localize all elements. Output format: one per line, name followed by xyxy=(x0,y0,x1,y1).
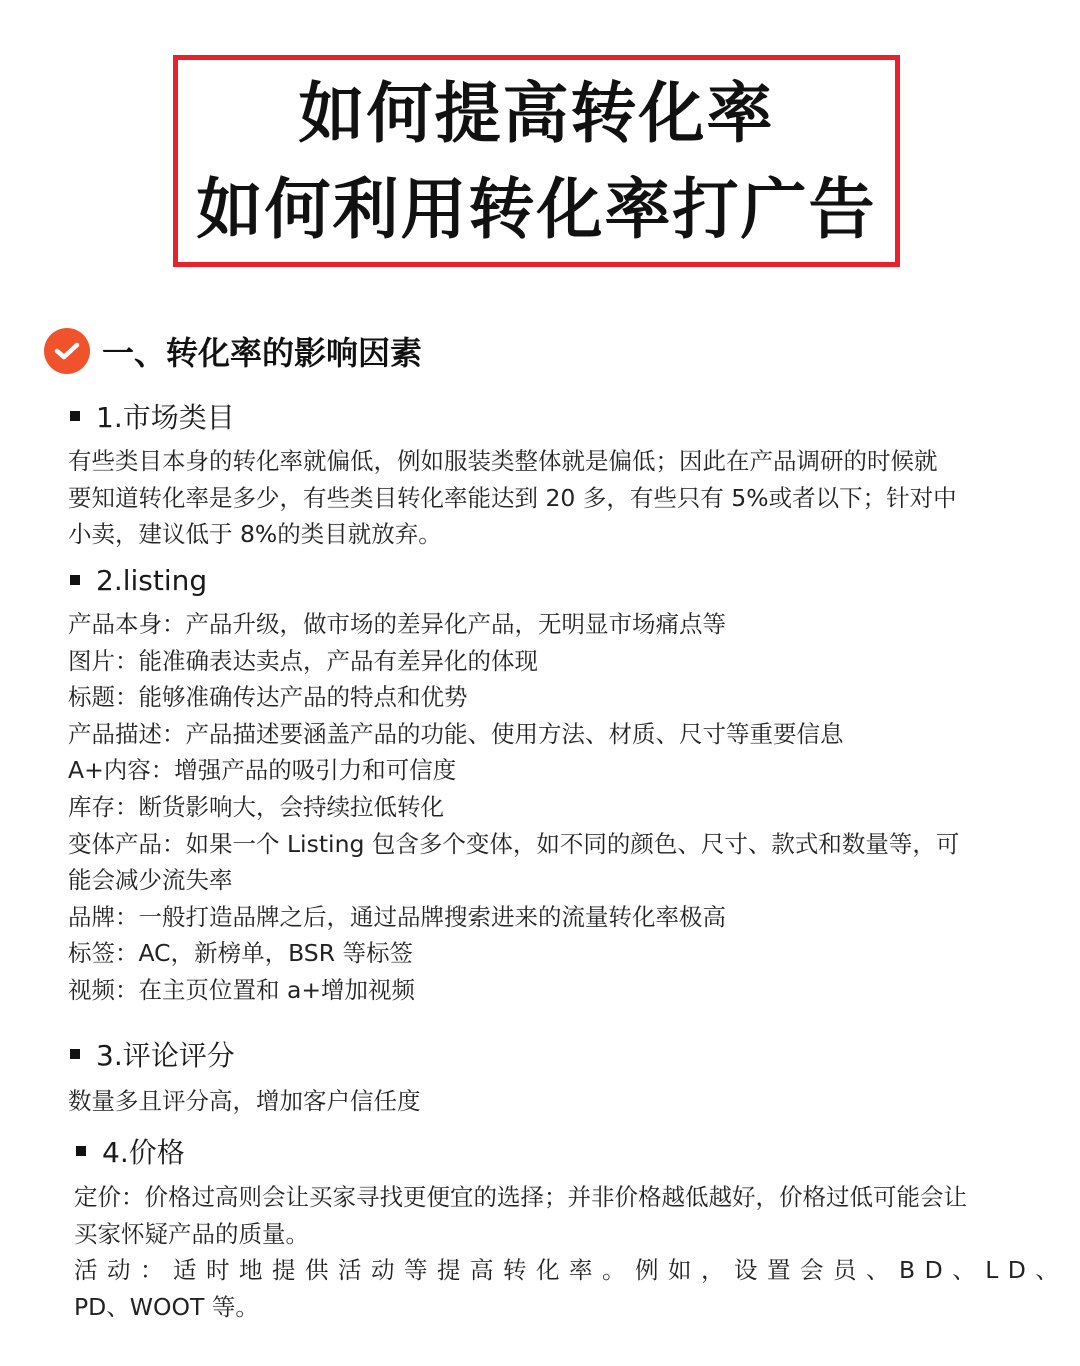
text-line: 要知道转化率是多少，有些类目转化率能达到 20 多，有些只有 5%或者以下；针对中 xyxy=(68,483,957,512)
text-line: 视频：在主页位置和 a+增加视频 xyxy=(68,975,416,1004)
text-line: 标题：能够准确传达产品的特点和优势 xyxy=(68,683,468,712)
text-line: 有些类目本身的转化率就偏低，例如服装类整体就是偏低；因此在产品调研的时候就 xyxy=(68,447,938,475)
paragraph-reviews xyxy=(68,1083,421,1120)
paragraph-listing xyxy=(68,606,959,1009)
text-line: 品牌：一般打造品牌之后，通过品牌搜索进来的流量转化率极高 xyxy=(68,902,726,931)
subheading-label: 4.价格 xyxy=(102,1136,185,1169)
subheading-listing xyxy=(70,560,207,600)
text-line: 产品本身：产品升级，做市场的差异化产品，无明显市场痛点等 xyxy=(68,610,726,638)
text-line: 标签：AC，新榜单，BSR 等标签 xyxy=(68,939,413,968)
section-heading xyxy=(44,325,422,377)
text-line: A+内容：增强产品的吸引力和可信度 xyxy=(68,756,457,785)
subheading-label: 2.listing xyxy=(96,563,208,597)
subheading-label: 1.市场类目 xyxy=(96,401,235,434)
text-line: PD、WOOT 等。 xyxy=(74,1292,259,1321)
text-line: 库存：断货影响大，会持续拉低转化 xyxy=(68,792,444,821)
title-line-1: 如何提高转化率 xyxy=(298,75,775,152)
text-line: 数量多且评分高，增加客户信任度 xyxy=(68,1087,421,1115)
section-title: 一、转化率的影响因素 xyxy=(102,334,423,372)
text-line: 买家怀疑产品的质量。 xyxy=(74,1219,309,1248)
bullet-icon xyxy=(70,1049,80,1059)
title-frame xyxy=(173,55,900,267)
text-line: 变体产品：如果一个 Listing 包含多个变体，如不同的颜色、尺寸、款式和数量等，可 xyxy=(68,829,960,858)
bullet-icon xyxy=(70,575,80,585)
bullet-icon xyxy=(76,1146,86,1156)
title-line-2: 如何利用转化率打广告 xyxy=(196,171,877,248)
bullet-icon xyxy=(70,411,80,421)
text-line: 能会减少流失率 xyxy=(68,866,233,895)
subheading-label: 3.评论评分 xyxy=(96,1039,235,1072)
subheading-market-category xyxy=(70,396,235,436)
text-line: 图片：能准确表达卖点，产品有差异化的体现 xyxy=(68,646,538,675)
paragraph-market-category xyxy=(68,443,957,553)
paragraph-price xyxy=(74,1179,1068,1325)
check-icon xyxy=(44,328,90,374)
subheading-price xyxy=(76,1131,185,1171)
text-line: 活动：适时地提供活动等提高转化率。例如，设置会员、BD、LD、 xyxy=(74,1256,1069,1285)
subheading-reviews xyxy=(70,1034,235,1074)
text-line: 小卖，建议低于 8%的类目就放弃。 xyxy=(68,520,442,549)
text-line: 定价：价格过高则会让买家寻找更便宜的选择；并非价格越低越好，价格过低可能会让 xyxy=(74,1183,967,1211)
text-line: 产品描述：产品描述要涵盖产品的功能、使用方法、材质、尺寸等重要信息 xyxy=(68,719,844,748)
